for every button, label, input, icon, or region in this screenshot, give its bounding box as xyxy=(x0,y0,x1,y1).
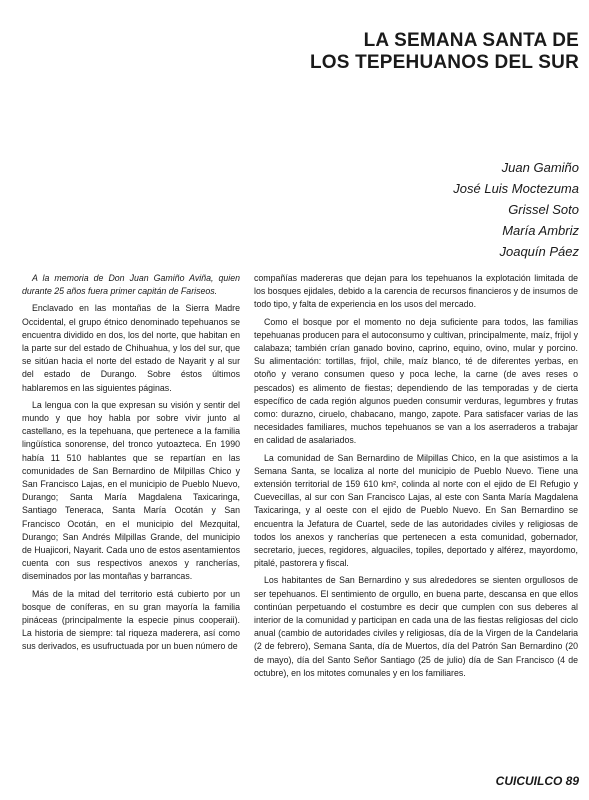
body-paragraph: Como el bosque por el momento no deja suficiente para todos, las familias tepehuanas producen para el autoconsumo y cultivan, principalmente, maíz, frijol y calabaza; también crían ganado bovino, caprino, equino, ovino, mular y porcino. Su alimentación: tortillas, frijol, chile, maíz blanco, té de diferentes yerbas, en otoño y verano consumen queso y poca leche, la carne (de aves reses o pescados) es alimento de fiestas; dependiendo de las temporadas y de cierta específico de cada región algunos pueden consumir verduras, legumbres y frutas como: durazno, ciruelo, chabacano, mango, zapote. Para satisfacer varias de las necesidades familiares, muchos tepehuanos se van a los aserraderos a trabajar en calidad de asalariados. xyxy=(254,316,578,446)
body-paragraph: Los habitantes de San Bernardino y sus alrededores se sienten orgullosos de ser tepehuanos. El sentimiento de orgullo, en buena parte, descansa en que ellos continúan perpetuando el costumbre es decir que cumplen con sus deberes al interior de la comunidad y participan en cada una de las fiestas religiosas del ciclo anual (cambio de autoridades civiles y religiosas, día de la Virgen de la Candelaria (2 de febrero), Semana Santa, día de Muertos, día del Patrón San Bernardino (20 de mayo), día del Santo Señor Santiago (25 de julio) día de San Francisco (4 de octubre), en los mitotes comunales y en los familiares. xyxy=(254,575,578,678)
left-column xyxy=(22,272,240,658)
author-list xyxy=(453,157,579,262)
author-name: Grissel Soto xyxy=(508,202,579,217)
dedication: A la memoria de Don Juan Gamiño Aviña, quien durante 25 años fuera primer capitán de Fariseos. xyxy=(22,273,240,297)
body-paragraph: Más de la mitad del territorio está cubierto por un bosque de coníferas, en su gran mayoría la familia pináceas (principalmente la especie pinus cooperaii). La historia de siempre: tal riqueza maderera, así como sus derivados, es usufructuada por un buen número de xyxy=(22,588,240,652)
body-paragraph: compañías madereras que dejan para los tepehuanos la explotación limitada de los bosques ejidales, debido a la carencia de recursos financieros y de insumos de todo tipo, y falta de experiencia en los usos del mercado. xyxy=(254,273,578,310)
author-name: Joaquín Páez xyxy=(499,244,579,259)
title-line-1: LA SEMANA SANTA DE xyxy=(363,30,579,51)
article-title xyxy=(310,30,579,74)
right-column xyxy=(254,272,578,684)
body-paragraph: Enclavado en las montañas de la Sierra Madre Occidental, el grupo étnico denominado tepehuanos se encuentra dividido en dos, los del norte, que habitan en la parte sur del estado de Chihuahua, y los del sur, que se sitúan hacia el norte del estado de Nayarit y al sur del estado de Durango. Sobre éstos últimos hablaremos en las siguientes páginas. xyxy=(22,303,240,393)
author-name: María Ambriz xyxy=(502,223,579,238)
author-name: Juan Gamiño xyxy=(501,160,579,175)
journal-footer: CUICUILCO 89 xyxy=(495,774,579,788)
body-paragraph: La comunidad de San Bernardino de Milpillas Chico, en la que asistimos a la Semana Santa, se localiza al norte del municipio de Pueblo Nuevo. Tiene una extensión territorial de 159 610 km², colinda al norte con el ejido de El Refugio y Cuevecillas, al sur con San Francisco Lajas, al este con Santa María Magdalena Taxicaringa, y al oeste con el ejido de Pueblo Nuevo. En San Bernardino se encuentra la Jefatura de Cuartel, sede de las autoridades civiles y religiosas de todos los anexos y rancherías que pertenecen a esta comunidad, gobernador, secretario, jueces, regidores, alguaciles, topiles, deportado y alférez, mayordomo, pitalé, pastorera y fiscal. xyxy=(254,452,578,569)
title-line-2: LOS TEPEHUANOS DEL SUR xyxy=(309,52,579,73)
author-name: José Luis Moctezuma xyxy=(453,181,579,196)
body-paragraph: La lengua con la que expresan su visión y sentir del mundo y que hoy habla por sobre vivir junto al castellano, es la tepehuana, que pertenece a la familia lingüística sonorense, del tronco yutoazteca. En 1990 había 11 510 hablantes que se repartían en las comunidades de San Bernardino de Milpillas Chico y San Francisco Lajas, en el municipio de Pueblo Nuevo, Durango; Santa María Magdalena Taxicaringa, Santiago Teneraca, Santa María Ocotán y San Francisco Ocotán, en el municipio del Mezquital, Durango; San Andrés Milpillas Grande, del municipio de Huajicori, Nayarit. Cada uno de estos asentamientos cuenta con sus respectivos anexos y rancherías, diseminados por las montañas y barrancas. xyxy=(22,399,240,582)
